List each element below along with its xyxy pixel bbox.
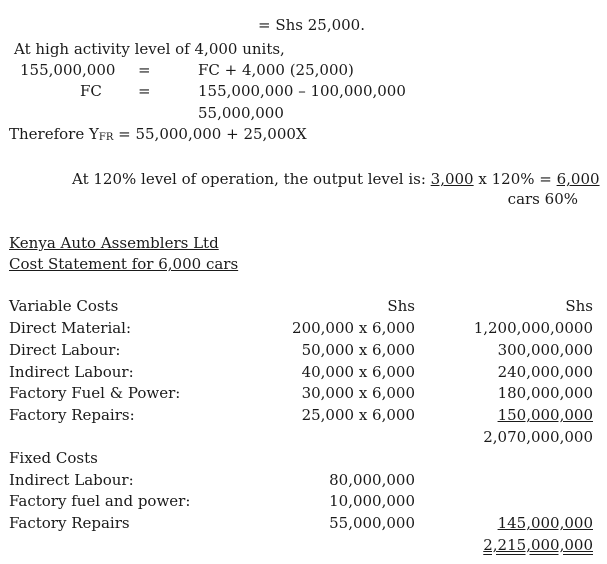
grand-total: 2,215,000,000 xyxy=(483,536,593,554)
variable-row-amount: 150,000,000 xyxy=(497,406,593,424)
variable-row-calc: 50,000 x 6,000 xyxy=(301,341,415,359)
fixed-costs-header: Fixed Costs xyxy=(9,449,98,467)
eq2-left: FC xyxy=(80,82,102,100)
variable-subtotal: 2,070,000,000 xyxy=(483,428,593,446)
variable-row-amount: 1,200,000,0000 xyxy=(473,319,593,337)
therefore-subscript: FR xyxy=(98,132,114,143)
variable-row-amount: 180,000,000 xyxy=(497,384,593,402)
variable-row-amount: 240,000,000 xyxy=(497,363,593,381)
fixed-subtotal: 145,000,000 xyxy=(497,514,593,532)
variable-row-calc: 30,000 x 6,000 xyxy=(301,384,415,402)
operation-base-units: 3,000 xyxy=(430,170,474,188)
variable-row-label: Factory Repairs: xyxy=(9,406,135,424)
operation-unit-label: cars 60% xyxy=(507,190,578,208)
variable-costs-header: Variable Costs xyxy=(9,297,119,315)
fixed-row-amount: 80,000,000 xyxy=(329,471,415,489)
variable-row-amount: 300,000,000 xyxy=(497,341,593,359)
intro-result-line: = Shs 25,000. xyxy=(258,16,365,34)
eq1-left: 155,000,000 xyxy=(20,61,116,79)
high-activity-statement: At high activity level of 4,000 units, xyxy=(14,40,285,58)
operation-mult: x 120% = xyxy=(473,170,557,188)
variable-row-label: Direct Labour: xyxy=(9,341,121,359)
statement-title: Cost Statement for 6,000 cars xyxy=(9,255,239,273)
variable-row-label: Indirect Labour: xyxy=(9,363,134,381)
calc-column-header: Shs xyxy=(387,297,415,315)
variable-row-label: Factory Fuel & Power: xyxy=(9,384,181,402)
variable-row-calc: 25,000 x 6,000 xyxy=(301,406,415,424)
fixed-row-label: Factory Repairs xyxy=(9,514,130,532)
operation-line xyxy=(72,170,600,188)
variable-row-calc: 40,000 x 6,000 xyxy=(301,363,415,381)
operation-prefix: At 120% level of operation, the output level is: xyxy=(72,170,431,188)
therefore-equation xyxy=(9,125,307,147)
amount-column-header: Shs xyxy=(565,297,593,315)
fixed-row-label: Factory fuel and power: xyxy=(9,492,191,510)
fixed-row-amount: 10,000,000 xyxy=(329,492,415,510)
fixed-row-amount: 55,000,000 xyxy=(329,514,415,532)
variable-row-calc: 200,000 x 6,000 xyxy=(292,319,415,337)
operation-result: 6,000 xyxy=(556,170,600,188)
fixed-row-label: Indirect Labour: xyxy=(9,471,134,489)
eq3-right: 55,000,000 xyxy=(198,104,284,122)
eq1-right: FC + 4,000 (25,000) xyxy=(198,61,354,79)
eq2-sign: = xyxy=(138,82,151,100)
therefore-suffix: = 55,000,000 + 25,000X xyxy=(113,125,307,143)
therefore-prefix: Therefore Y xyxy=(9,125,99,143)
company-name: Kenya Auto Assemblers Ltd xyxy=(9,234,219,252)
eq1-sign: = xyxy=(138,61,151,79)
eq2-right: 155,000,000 – 100,000,000 xyxy=(198,82,406,100)
variable-row-label: Direct Material: xyxy=(9,319,132,337)
